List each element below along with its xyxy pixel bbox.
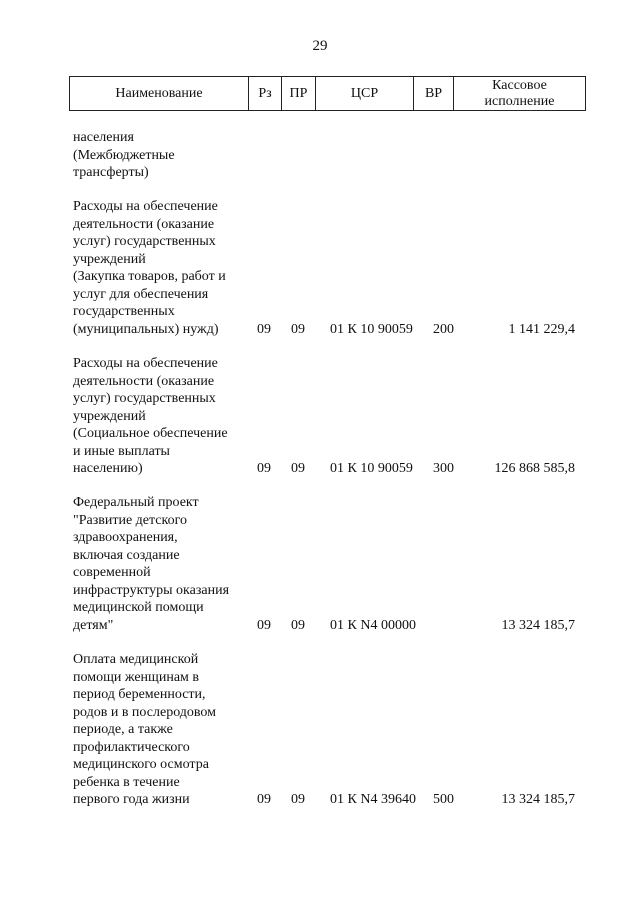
table-row: [0, 651, 640, 809]
column-header-pr: ПР: [282, 77, 316, 111]
row-csr: 01 К 10 90059: [330, 461, 413, 476]
table-row: [0, 198, 640, 338]
column-header-cash-execution: Кассовое исполнение: [454, 77, 586, 111]
row-name: Федеральный проект "Развитие детского здравоохранения, включая создание современной инфраструктуры оказания медицинской помощи детям": [73, 495, 230, 633]
row-name: населения (Межбюджетные трансферты): [73, 130, 175, 180]
row-vr: 500: [433, 792, 454, 807]
row-sum: 13 324 185,7: [501, 617, 575, 633]
row-sum: 126 868 585,8: [494, 461, 575, 476]
table-row: [0, 355, 640, 478]
row-csr: 01 К N4 39640: [330, 792, 416, 807]
row-vr: 300: [433, 461, 454, 476]
row-name: Расходы на обеспечение деятельности (оказание услуг) государственных учреждений (Закупка товаров, работ и услуг для обеспечения государственных (муниципальных) нужд): [73, 199, 226, 337]
row-pr: 09: [291, 461, 305, 476]
row-csr: 01 К 10 90059: [330, 321, 413, 337]
table-row: [0, 494, 640, 634]
row-csr: 01 К N4 00000: [330, 617, 416, 633]
row-vr: 200: [433, 321, 454, 337]
row-name: Оплата медицинской помощи женщинам в период беременности, родов и в послеродовом периоде, а также профилактического медицинского осмотра ребенка в течение первого года жизни: [73, 652, 217, 807]
column-header-name: Наименование: [70, 77, 249, 111]
row-sum: 13 324 185,7: [501, 792, 575, 807]
column-header-csr: ЦСР: [316, 77, 414, 111]
row-name: Расходы на обеспечение деятельности (оказание услуг) государственных учреждений (Социальное обеспечение и иные выплаты населению): [73, 356, 228, 476]
column-header-vr: ВР: [414, 77, 454, 111]
row-rz: 09: [257, 461, 271, 476]
row-rz: 09: [257, 792, 271, 807]
row-pr: 09: [291, 792, 305, 807]
table-row: [0, 129, 640, 182]
row-sum: 1 141 229,4: [508, 321, 575, 337]
row-pr: 09: [291, 617, 305, 633]
row-pr: 09: [291, 321, 305, 337]
row-rz: 09: [257, 617, 271, 633]
row-rz: 09: [257, 321, 271, 337]
table-header: [69, 76, 586, 111]
column-header-rz: Рз: [249, 77, 282, 111]
page-number: 29: [312, 38, 328, 54]
